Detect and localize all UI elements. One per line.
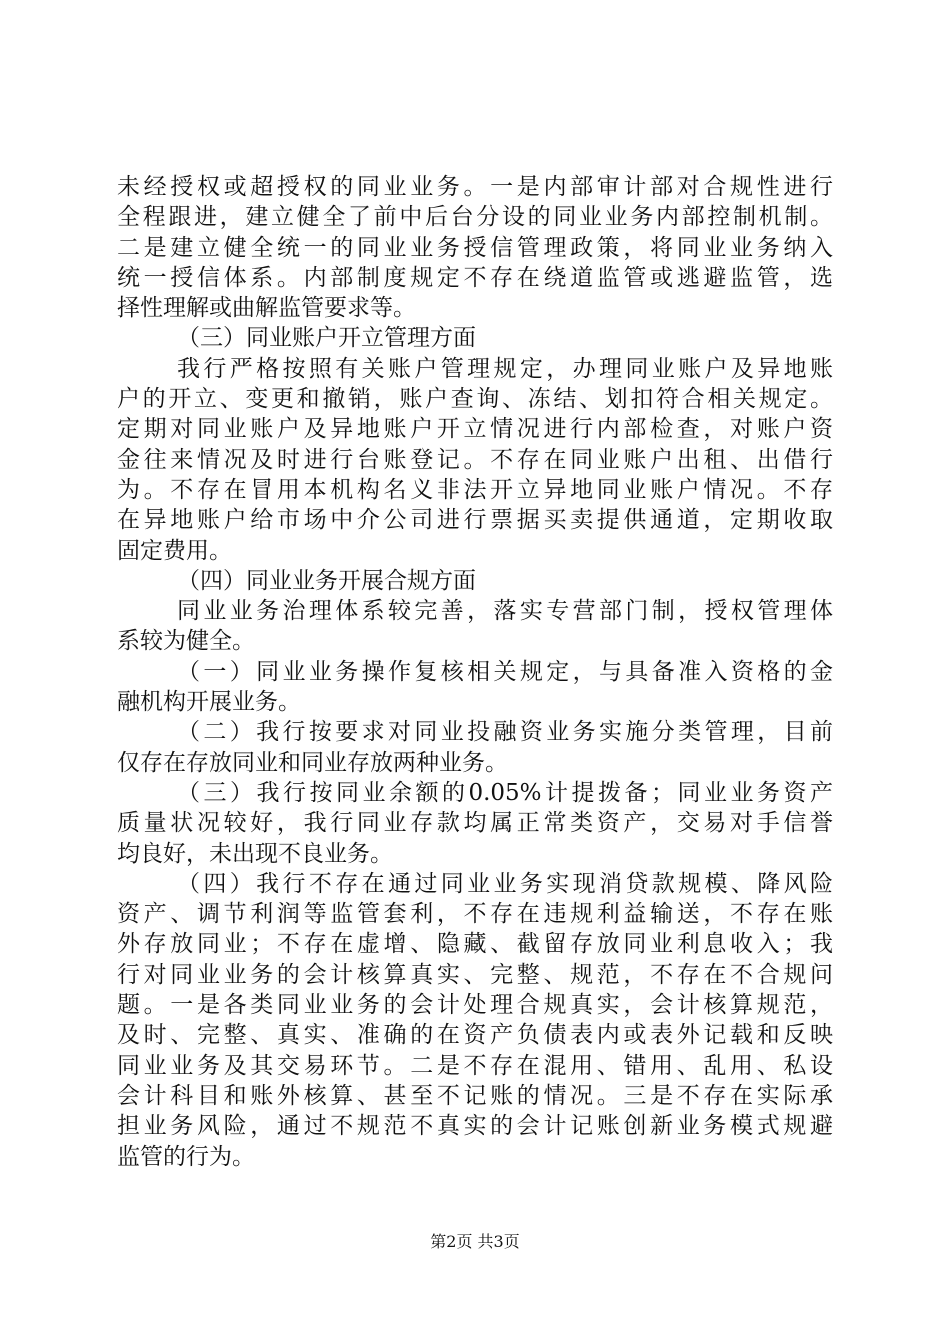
- text-line: 定期对同业账户及异地账户开立情况进行内部检查，对账户资: [117, 416, 833, 443]
- text-line: 全程跟进，建立健全了前中后台分设的同业业务内部控制机制。: [117, 204, 833, 231]
- text-line: 均良好，未出现不良业务。: [117, 840, 393, 867]
- text-line: 质量状况较好，我行同业存款均属正常类资产，交易对手信誉: [117, 810, 833, 837]
- document-body: [117, 172, 833, 1172]
- text-line: 在异地账户给市场中介公司进行票据买卖提供通道，定期收取: [117, 507, 833, 534]
- text-line: 固定费用。: [117, 537, 232, 564]
- text-line: 统一授信体系。内部制度规定不存在绕道监管或逃避监管，选: [117, 264, 833, 291]
- page-footer: 第2页 共3页: [430, 1232, 520, 1251]
- text-line: 户的开立、变更和撤销，账户查询、冻结、划扣符合相关规定。: [117, 386, 833, 413]
- text-line: 二是建立健全统一的同业业务授信管理政策，将同业业务纳入: [117, 234, 833, 261]
- section-heading: （四）同业业务开展合规方面: [177, 567, 476, 594]
- text-line: 外存放同业；不存在虚增、隐藏、截留存放同业利息收入；我: [117, 931, 833, 958]
- text-line: 未经授权或超授权的同业业务。一是内部审计部对合规性进行: [117, 174, 833, 200]
- text-line: （三）我行按同业余额的0.05%计提拨备；同业业务资产: [177, 779, 833, 806]
- text-line: 题。一是各类同业业务的会计处理合规真实，会计核算规范，: [117, 992, 833, 1019]
- text-line: 担业务风险，通过不规范不真实的会计记账创新业务模式规避: [117, 1113, 833, 1140]
- text-line: 择性理解或曲解监管要求等。: [117, 295, 416, 322]
- text-line: 我行严格按照有关账户管理规定，办理同业账户及异地账: [177, 355, 833, 382]
- text-line: （二）我行按要求对同业投融资业务实施分类管理，目前: [177, 719, 833, 746]
- section-heading: （三）同业账户开立管理方面: [177, 325, 476, 352]
- text-line: 融机构开展业务。: [117, 689, 301, 716]
- text-line: 及时、完整、真实、准确的在资产负债表内或表外记载和反映: [117, 1022, 833, 1049]
- text-line: （四）我行不存在通过同业业务实现消贷款规模、降风险: [177, 870, 833, 897]
- text-line: 行对同业业务的会计核算真实、完整、规范，不存在不合规问: [117, 961, 833, 988]
- text-line: 会计科目和账外核算、甚至不记账的情况。三是不存在实际承: [117, 1082, 833, 1109]
- text-line: 监管的行为。: [117, 1143, 255, 1170]
- text-line: 为。不存在冒用本机构名义非法开立异地同业账户情况。不存: [117, 476, 833, 503]
- text-line: 同业业务及其交易环节。二是不存在混用、错用、乱用、私设: [117, 1052, 833, 1079]
- text-line: 仅存在存放同业和同业存放两种业务。: [117, 749, 508, 776]
- text-line: 系较为健全。: [117, 628, 255, 655]
- text-line: 资产、调节利润等监管套利，不存在违规利益输送，不存在账: [117, 901, 833, 928]
- text-line: 同业业务治理体系较完善，落实专营部门制，授权管理体: [177, 598, 833, 625]
- text-line: （一）同业业务操作复核相关规定，与具备准入资格的金: [177, 658, 833, 685]
- text-line: 金往来情况及时进行台账登记。不存在同业账户出租、出借行: [117, 446, 833, 473]
